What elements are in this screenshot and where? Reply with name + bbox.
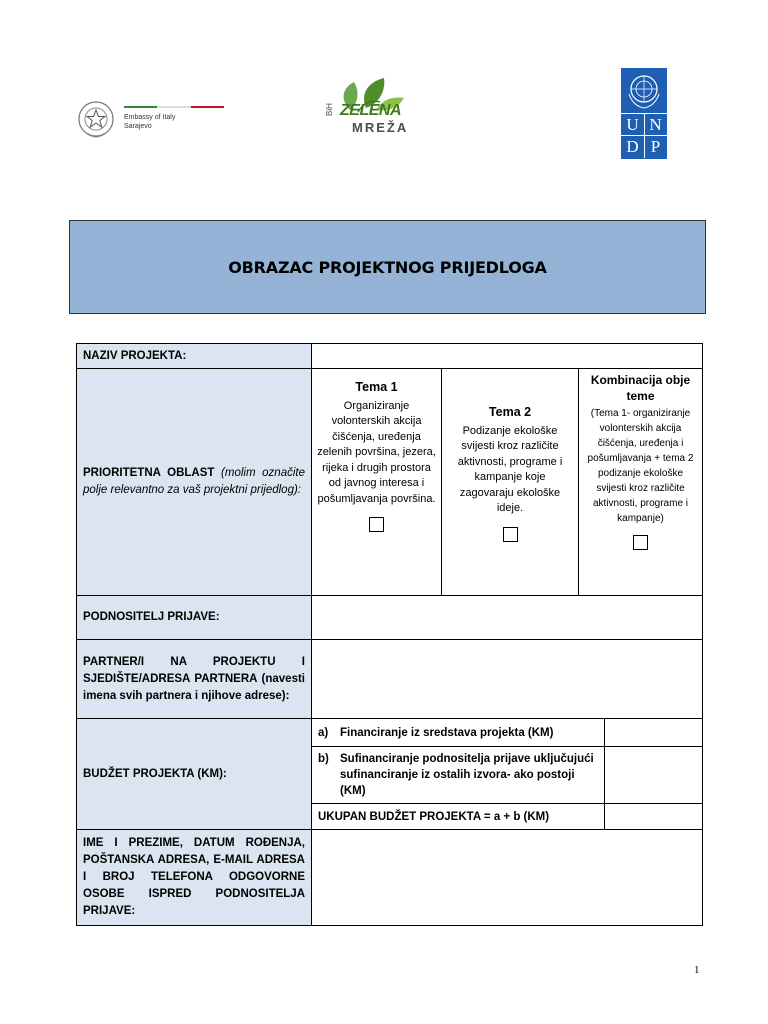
budzet-label [76, 718, 312, 830]
undp-letter-u: U [622, 114, 643, 135]
italian-emblem-icon [76, 98, 116, 140]
budzet-total-field[interactable] [604, 803, 703, 830]
budzet-b-letter: b) [318, 753, 329, 765]
budzet-a-label [311, 718, 605, 747]
tema1-option [311, 368, 442, 596]
budzet-b-label [311, 746, 605, 804]
zelena-text: ZELENA [340, 102, 401, 119]
prioritetna-oblast-label [76, 368, 312, 596]
embassy-line1: Embassy of Italy [124, 114, 176, 121]
embassy-text [124, 113, 175, 131]
project-proposal-form [76, 343, 703, 926]
partner-text: PARTNER/I NA PROJEKTU I SJEDIŠTE/ADRESA PARTNERA (navesti imena svih partnera i njihove adrese): [83, 655, 305, 702]
page-number: 1 [694, 964, 700, 976]
undp-letter-d: D [622, 136, 643, 157]
tema1-checkbox[interactable] [369, 517, 384, 532]
budzet-text: BUDŽET PROJEKTA (KM): [83, 767, 227, 780]
budzet-a-field[interactable] [604, 718, 703, 747]
embassy-line2: Sarajevo [124, 123, 152, 130]
odgovorna-osoba-text: IME I PREZIME, DATUM ROĐENJA, POŠTANSKA ADRESA, E-MAIL ADRESA I BROJ TELEFONA ODGOVORNE OSOBE ISPRED PODNOSITELJA PRIJAVE: [83, 837, 305, 917]
partner-field[interactable] [311, 639, 703, 719]
embassy-of-italy-logo [76, 98, 226, 142]
podnositelj-prijave-label [76, 595, 312, 640]
odgovorna-osoba-field[interactable] [311, 829, 703, 926]
undp-logo [621, 68, 667, 159]
prioritetna-oblast-hint: (molim označite polje relevantno za vaš projektni prijedlog): [83, 467, 305, 496]
kombinacija-title: Kombinacija obje teme [590, 373, 691, 403]
odgovorna-osoba-label [76, 829, 312, 926]
un-emblem-icon [621, 68, 667, 112]
budzet-b-field[interactable] [604, 746, 703, 804]
podnositelj-prijave-text: PODNOSITELJ PRIJAVE: [83, 611, 220, 623]
budzet-a-text: Financiranje iz sredstava projekta (KM) [340, 726, 554, 739]
tema1-title: Tema 1 [355, 380, 398, 394]
prioritetna-oblast-text [83, 465, 305, 499]
kombinacija-option [578, 368, 703, 596]
naziv-projekta-label [76, 343, 312, 369]
kombinacija-checkbox[interactable] [633, 535, 648, 550]
podnositelj-prijave-field[interactable] [311, 595, 703, 640]
budzet-total-text: UKUPAN BUDŽET PROJEKTA = a + b (KM) [318, 810, 550, 823]
undp-letter-n: N [645, 114, 666, 135]
tema2-description: Podizanje ekološke svijesti kroz različite aktivnosti, programe i kampanje koje zagovaraju ekološke ideje. [457, 424, 563, 514]
title-band [69, 220, 706, 314]
zelena-mreza-logo [322, 70, 422, 150]
naziv-projekta-field[interactable] [311, 343, 703, 369]
kombinacija-description: (Tema 1- organiziranje volonterskih akcija čišćenja, uređenja i pošumljavanja + tema 2 podizanje ekološke svijesti kroz različite aktivnosti, programe i kampanje) [587, 408, 694, 524]
budzet-b-text: Sufinanciranje podnositelja prijave uključujući sufinanciranje iz ostalih izvora- ako postoji (KM) [340, 753, 594, 797]
page-title: OBRAZAC PROJEKTNOG PRIJEDLOGA [228, 257, 547, 277]
mreza-text: MREŽA [352, 120, 409, 135]
budzet-total-label [311, 803, 605, 830]
italian-flag-stripe [124, 106, 224, 109]
partner-label [76, 639, 312, 719]
naziv-projekta-text: NAZIV PROJEKTA: [83, 349, 187, 362]
tema2-option [441, 368, 579, 596]
bih-text: BiH [325, 103, 334, 116]
tema1-description: Organiziranje volonterskih akcija čišćenja, uređenja zelenih površina, jezera, rijeka i drugih prostora od javnog interesa i pošumljavanja površina. [317, 399, 436, 505]
undp-letter-p: P [645, 136, 666, 157]
prioritetna-oblast-bold: PRIORITETNA OBLAST [83, 467, 215, 479]
budzet-a-letter: a) [318, 726, 329, 739]
tema2-checkbox[interactable] [503, 527, 518, 542]
tema2-title: Tema 2 [488, 405, 532, 419]
